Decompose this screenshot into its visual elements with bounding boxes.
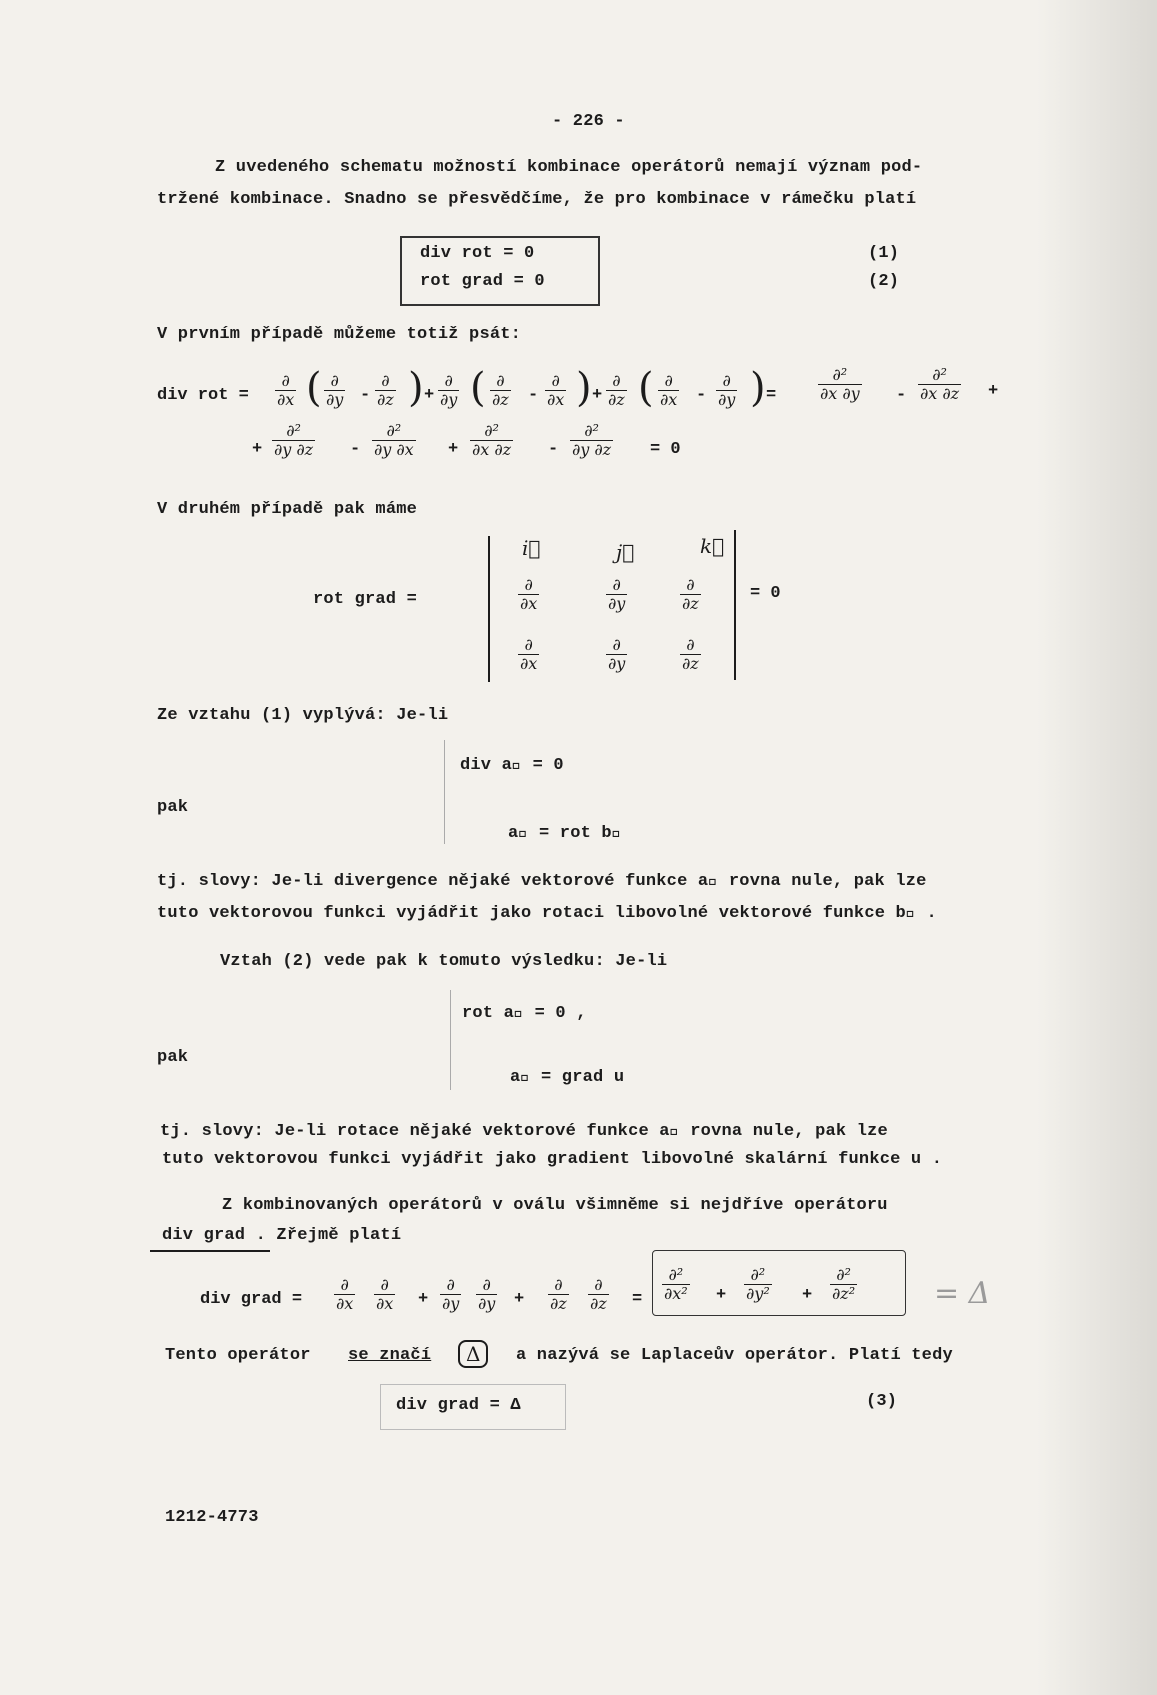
frac-den: ∂y — [478, 1294, 496, 1313]
det-frac-d-dz — [680, 576, 701, 613]
frac-den: ∂z — [608, 390, 625, 409]
frac-d2-dydz — [570, 422, 613, 459]
frac-den: ∂x ∂z — [472, 440, 512, 459]
frac-num: ∂ — [524, 575, 533, 594]
frac-num: ∂ — [524, 635, 533, 654]
page-number: - 226 - — [552, 112, 625, 131]
frac-den: ∂y — [608, 594, 626, 613]
frac-d-dx — [658, 372, 679, 409]
paren-close: ) — [750, 365, 766, 411]
div-grad-lhs: div grad = — [200, 1290, 303, 1309]
frac-d2-dz2 — [830, 1266, 857, 1303]
laplace-text-a: Tento operátor — [165, 1346, 311, 1365]
frac-den: ∂x — [520, 594, 538, 613]
det-frac-d-dy — [606, 636, 627, 673]
frac-d2-dydx — [372, 422, 416, 459]
impl2-result: a⃗ = grad u — [510, 1068, 625, 1087]
eq-div-rot: div rot = 0 — [420, 244, 535, 263]
det-frac-d-dz — [680, 636, 701, 673]
div-rot-result: = 0 — [650, 440, 681, 459]
determinant-right-bar — [734, 530, 736, 680]
minus-sign: - — [896, 386, 907, 405]
frac-den: ∂y ∂x — [374, 440, 414, 459]
frac-den: ∂y — [608, 654, 626, 673]
plus-sign: + — [418, 1290, 429, 1309]
words2-line-1: tj. slovy: Je-li rotace nějaké vektorové funkce a⃗ rovna nule, pak lze — [160, 1122, 888, 1141]
frac-num: ∂ — [612, 635, 621, 654]
frac-d2-dxdy — [818, 366, 862, 403]
frac-den: ∂x — [376, 1294, 394, 1313]
frac-d-dz — [490, 372, 511, 409]
frac-den: ∂z — [550, 1294, 567, 1313]
implication-bar-2 — [450, 990, 451, 1090]
frac-d-dx — [545, 372, 566, 409]
second-case-text: V druhém případě pak máme — [157, 500, 418, 519]
frac-den: ∂x ∂y — [820, 384, 860, 403]
words1-line-1: tj. slovy: Je-li divergence nějaké vektorové funkce a⃗ rovna nule, pak lze — [157, 872, 927, 891]
frac-d-dx — [275, 372, 296, 409]
first-case-text: V prvním případě můžeme totiž psát: — [157, 325, 522, 344]
plus-sign: + — [448, 440, 459, 459]
div-grad-underline — [150, 1250, 270, 1252]
frac-num: ∂² — [668, 1265, 684, 1284]
frac-den: ∂x ∂z — [920, 384, 960, 403]
impl2-condition: rot a⃗ = 0 , — [462, 1004, 587, 1023]
laplace-symbol-circled: Δ — [458, 1340, 488, 1368]
laplacian-bracket — [652, 1250, 906, 1316]
frac-num: ∂ — [281, 371, 290, 390]
plus-sign: + — [252, 440, 263, 459]
implication-bar-1 — [444, 740, 445, 844]
equals-sign: = — [766, 386, 777, 405]
frac-d-dy — [324, 372, 345, 409]
impl1-pak: pak — [157, 798, 189, 817]
frac-den: ∂x — [520, 654, 538, 673]
frac-num: ∂ — [482, 1275, 491, 1294]
frac-num: ∂² — [286, 421, 301, 440]
frac-num: ∂ — [551, 371, 560, 390]
words1-line-2: tuto vektorovou funkci vyjádřit jako rotaci libovolné vektorové funkce b⃗ . — [157, 904, 937, 923]
plus-sign: + — [592, 386, 603, 405]
frac-num: ∂ — [664, 371, 673, 390]
unit-vector-k: k⃗ — [700, 534, 725, 558]
unit-vector-j: j⃗ — [616, 540, 635, 564]
frac-num: ∂ — [612, 575, 621, 594]
minus-sign: - — [528, 386, 539, 405]
oval-line-2: div grad . Zřejmě platí — [162, 1226, 402, 1245]
frac-d-dz — [548, 1276, 569, 1313]
frac-d-dz — [606, 372, 627, 409]
div-rot-lhs: div rot = — [157, 386, 249, 405]
frac-den: ∂y — [442, 1294, 460, 1313]
frac-num: ∂ — [444, 371, 453, 390]
frac-den: ∂x — [277, 390, 295, 409]
minus-sign: - — [696, 386, 707, 405]
paren-close: ) — [408, 365, 424, 411]
frac-den: ∂y — [440, 390, 458, 409]
frac-num: ∂ — [722, 371, 731, 390]
det-frac-d-dx — [518, 576, 539, 613]
frac-d-dy — [476, 1276, 497, 1313]
plus-sign: + — [988, 382, 999, 401]
frac-d-dy — [440, 1276, 461, 1313]
plus-sign: + — [514, 1290, 525, 1309]
frac-den: ∂z — [492, 390, 509, 409]
frac-den: ∂x — [660, 390, 678, 409]
frac-num: ∂ — [554, 1275, 563, 1294]
frac-den: ∂x — [336, 1294, 354, 1313]
laplace-text-b: se značí — [348, 1346, 432, 1365]
frac-num: ∂² — [750, 1265, 766, 1284]
impl1-condition: div a⃗ = 0 — [460, 756, 564, 775]
frac-den: ∂z — [682, 654, 699, 673]
frac-num: ∂² — [932, 365, 947, 384]
words2-line-2: tuto vektorovou funkci vyjádřit jako gradient libovolné skalární funkce u . — [162, 1150, 943, 1169]
plus-sign: + — [424, 386, 435, 405]
margin-note-laplace: = Δ — [934, 1276, 991, 1311]
frac-d-dx — [334, 1276, 355, 1313]
frac-num: ∂ — [612, 371, 621, 390]
det-frac-d-dx — [518, 636, 539, 673]
frac-num: ∂² — [836, 1265, 851, 1284]
equals-sign: = — [632, 1290, 643, 1309]
frac-den: ∂y — [326, 390, 344, 409]
frac-num: ∂ — [594, 1275, 603, 1294]
unit-vector-i: i⃗ — [522, 536, 541, 560]
final-equation: div grad = Δ — [396, 1396, 521, 1415]
frac-den: ∂y² — [746, 1284, 770, 1303]
paren-open: ( — [470, 365, 486, 411]
frac-d2-dxdz — [918, 366, 961, 403]
frac-num: ∂² — [832, 365, 848, 384]
plus-sign: + — [802, 1286, 813, 1305]
frac-d-dy — [438, 372, 459, 409]
frac-d-dz — [375, 372, 396, 409]
minus-sign: - — [350, 440, 361, 459]
det-frac-d-dy — [606, 576, 627, 613]
frac-den: ∂x² — [664, 1284, 688, 1303]
frac-num: ∂ — [381, 371, 390, 390]
frac-num: ∂ — [446, 1275, 455, 1294]
frac-den: ∂z — [682, 594, 699, 613]
frac-num: ∂² — [584, 421, 599, 440]
frac-num: ∂ — [380, 1275, 389, 1294]
relation-2-text: Vztah (2) vede pak k tomuto výsledku: Je-li — [220, 952, 668, 971]
page-shadow — [1037, 0, 1157, 1695]
determinant-left-bar — [488, 536, 490, 682]
det-result: = 0 — [750, 584, 781, 603]
paren-open: ( — [638, 365, 654, 411]
minus-sign: - — [360, 386, 371, 405]
frac-num: ∂² — [386, 421, 402, 440]
frac-num: ∂ — [496, 371, 505, 390]
eq-label-2: (2) — [868, 272, 900, 291]
impl1-result: a⃗ = rot b⃗ — [508, 824, 623, 843]
frac-den: ∂y ∂z — [274, 440, 314, 459]
paren-close: ) — [576, 365, 592, 411]
intro-line-2: tržené kombinace. Snadno se přesvědčíme, že pro kombinace v rámečku platí — [157, 190, 917, 209]
from-relation-1: Ze vztahu (1) vyplývá: Je-li — [157, 706, 449, 725]
frac-d2-dy2 — [744, 1266, 772, 1303]
frac-num: ∂ — [340, 1275, 349, 1294]
frac-den: ∂z — [590, 1294, 607, 1313]
frac-den: ∂x — [547, 390, 565, 409]
rot-grad-lhs: rot grad = — [313, 590, 418, 609]
frac-d2-dydz — [272, 422, 315, 459]
footer-code: 1212-4773 — [165, 1508, 259, 1527]
frac-num: ∂ — [686, 575, 695, 594]
eq-label-1: (1) — [868, 244, 900, 263]
intro-line-1: Z uvedeného schematu možností kombinace operátorů nemají význam pod- — [215, 158, 923, 177]
frac-num: ∂ — [686, 635, 695, 654]
paren-open: ( — [306, 365, 322, 411]
oval-line-1: Z kombinovaných operátorů v oválu všimněme si nejdříve operátoru — [222, 1196, 888, 1215]
frac-d2-dxdz — [470, 422, 513, 459]
frac-num: ∂² — [484, 421, 499, 440]
frac-d-dz — [588, 1276, 609, 1313]
frac-den: ∂z — [377, 390, 394, 409]
minus-sign: - — [548, 440, 559, 459]
eq-rot-grad: rot grad = 0 — [420, 272, 545, 291]
final-label: (3) — [866, 1392, 898, 1411]
frac-den: ∂y ∂z — [572, 440, 612, 459]
frac-den: ∂z² — [832, 1284, 856, 1303]
laplace-text-c: a nazývá se Laplaceův operátor. Platí tedy — [516, 1346, 953, 1365]
frac-den: ∂y — [718, 390, 736, 409]
impl2-pak: pak — [157, 1048, 189, 1067]
frac-d-dy — [716, 372, 737, 409]
frac-d-dx — [374, 1276, 395, 1313]
plus-sign: + — [716, 1286, 727, 1305]
frac-num: ∂ — [330, 371, 339, 390]
frac-d2-dx2 — [662, 1266, 690, 1303]
